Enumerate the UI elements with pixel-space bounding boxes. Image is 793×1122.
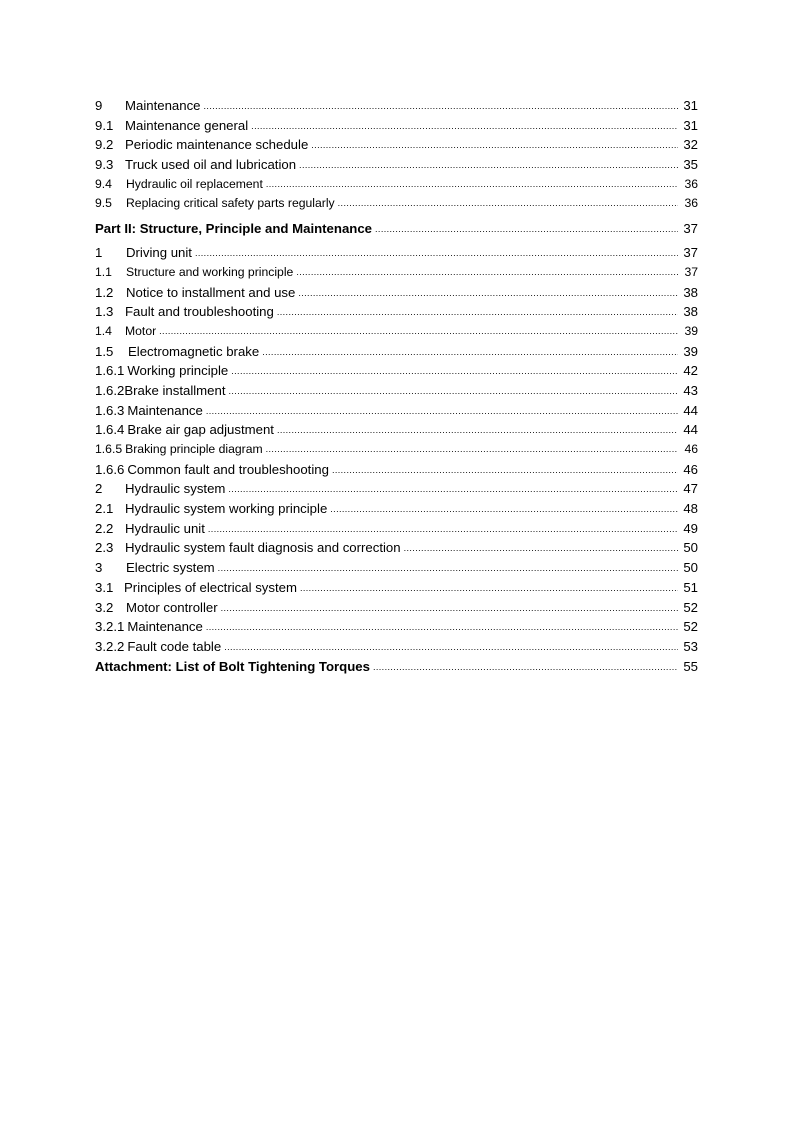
toc-entry-page: 32	[683, 137, 698, 153]
toc-entry-title: Common fault and troubleshooting	[127, 461, 329, 477]
toc-entry-9-5[interactable]	[95, 194, 698, 214]
toc-dot-leader	[266, 175, 678, 195]
toc-entry-page: 46	[683, 461, 698, 477]
toc-entry-title: Brake air gap adjustment	[127, 422, 274, 438]
toc-entry-number: 9.2	[95, 137, 114, 153]
toc-entry-page: 31	[683, 117, 698, 133]
toc-entry-page: 52	[683, 599, 698, 615]
toc-dot-leader	[229, 382, 679, 402]
toc-entry-2-3[interactable]	[95, 538, 698, 558]
toc-entry-number: 1.6.2	[95, 382, 125, 398]
toc-entry-title: Driving unit	[126, 245, 192, 261]
toc-entry-title: Attachment: List of Bolt Tightening Torques	[95, 658, 370, 674]
toc-entry-page: 38	[683, 284, 698, 300]
toc-entry-title: Hydraulic unit	[125, 520, 205, 536]
toc-dot-leader	[204, 97, 678, 117]
toc-entry-page: 37	[683, 221, 698, 237]
toc-entry-number: 1.6.1	[95, 363, 125, 379]
toc-entry-number: 1.5	[95, 343, 114, 359]
toc-entry-title: Hydraulic system working principle	[125, 501, 328, 517]
toc-entry-page: 36	[684, 176, 698, 191]
toc-entry-3-2[interactable]	[95, 598, 698, 618]
toc-entry-title: Maintenance	[127, 619, 203, 635]
toc-dot-leader	[218, 559, 678, 579]
toc-dot-leader	[266, 440, 678, 460]
toc-entry-9-4[interactable]	[95, 175, 698, 195]
toc-dot-leader	[404, 539, 678, 559]
toc-entry-page: 51	[683, 579, 698, 595]
toc-dot-leader	[251, 117, 678, 137]
toc-dot-leader	[208, 520, 678, 540]
toc-entry-title: Structure and working principle	[126, 264, 294, 279]
toc-dot-leader	[375, 215, 678, 244]
toc-entry-title: Maintenance	[125, 98, 201, 113]
toc-entry-page: 44	[683, 422, 698, 438]
toc-dot-leader	[311, 136, 678, 156]
toc-entry-1-3[interactable]	[95, 302, 698, 322]
toc-entry-page: 55	[683, 658, 698, 674]
toc-entry-page: 44	[683, 402, 698, 418]
toc-entry-1-5[interactable]	[95, 342, 698, 362]
toc-dot-leader	[231, 362, 678, 382]
toc-entry-2[interactable]	[95, 479, 698, 499]
toc-entry-1-6-6[interactable]	[95, 460, 698, 480]
toc-entry-title: Motor	[125, 323, 157, 338]
toc-entry-title: Principles of electrical system	[124, 579, 297, 595]
toc-entry-page: 43	[683, 382, 698, 398]
toc-entry-page: 50	[683, 540, 698, 556]
toc-entry-number: 9.5	[95, 196, 112, 211]
toc-entry-number: 9.1	[95, 117, 114, 133]
toc-entry-number: 9.4	[95, 176, 112, 191]
toc-entry-title: Fault code table	[127, 638, 222, 654]
toc-dot-leader	[373, 658, 678, 678]
toc-dot-leader	[298, 284, 678, 304]
toc-entry-9[interactable]	[95, 96, 698, 116]
toc-dot-leader	[206, 618, 678, 638]
toc-dot-leader	[300, 579, 678, 599]
toc-dot-leader	[224, 638, 678, 658]
toc-entry-part-2[interactable]	[95, 214, 698, 243]
toc-entry-title: Brake installment	[124, 382, 226, 398]
toc-entry-title: Notice to installment and use	[126, 284, 296, 300]
toc-entry-page: 46	[684, 442, 698, 456]
toc-dot-leader	[332, 461, 678, 481]
toc-entry-number: 3.2.1	[95, 619, 125, 635]
toc-entry-title: Working principle	[127, 363, 229, 379]
toc-entry-page: 39	[683, 343, 698, 359]
toc-entry-number: 3.2	[95, 599, 114, 615]
toc-entry-page: 39	[684, 323, 698, 338]
toc-entry-page: 37	[683, 245, 698, 261]
toc-entry-2-1[interactable]	[95, 499, 698, 519]
toc-dot-leader	[277, 421, 678, 441]
toc-entry-1-6-1[interactable]	[95, 361, 698, 381]
toc-entry-title: Electromagnetic brake	[128, 343, 260, 359]
toc-entry-title: Motor controller	[126, 599, 218, 615]
toc-entry-page: 35	[683, 157, 698, 173]
toc-entry-1-4[interactable]	[95, 322, 698, 342]
toc-entry-page: 47	[683, 481, 698, 497]
toc-entry-3-1[interactable]	[95, 578, 698, 598]
toc-entry-number: 3.1	[95, 579, 114, 595]
toc-entry-title: Braking principle diagram	[125, 442, 263, 456]
toc-dot-leader	[296, 263, 678, 283]
toc-entry-9-1[interactable]	[95, 116, 698, 136]
toc-entry-number: 9	[95, 98, 103, 113]
toc-dot-leader	[228, 480, 678, 500]
toc-entry-number: 1.2	[95, 284, 114, 300]
toc-dot-leader	[299, 156, 678, 176]
toc-entry-1-6-5[interactable]	[95, 440, 698, 460]
toc-dot-leader	[330, 500, 678, 520]
toc-entry-page: 48	[683, 501, 698, 517]
table-of-contents	[95, 96, 698, 676]
toc-entry-page: 36	[684, 196, 698, 211]
toc-entry-number: 1.3	[95, 304, 114, 320]
toc-entry-number: 1.6.6	[95, 461, 125, 477]
toc-entry-number: 1.6.4	[95, 422, 125, 438]
toc-entry-3-2-2[interactable]	[95, 637, 698, 657]
toc-entry-2-2[interactable]	[95, 519, 698, 539]
toc-dot-leader	[338, 194, 678, 214]
toc-entry-title: Hydraulic system	[125, 481, 226, 497]
toc-entry-page: 52	[683, 619, 698, 635]
toc-entry-number: 3.2.2	[95, 638, 125, 654]
toc-entry-number: 2.2	[95, 520, 114, 536]
toc-entry-number: 1.1	[95, 264, 112, 279]
toc-dot-leader	[221, 599, 678, 619]
toc-entry-9-2[interactable]	[95, 135, 698, 155]
toc-entry-page: 42	[683, 363, 698, 379]
toc-entry-attachment[interactable]	[95, 657, 698, 677]
toc-entry-number: 1	[95, 245, 103, 261]
toc-entry-page: 53	[683, 638, 698, 654]
toc-entry-page: 49	[683, 520, 698, 536]
toc-entry-3-2-1[interactable]	[95, 617, 698, 637]
toc-entry-3[interactable]	[95, 558, 698, 578]
toc-entry-title: Truck used oil and lubrication	[125, 157, 297, 173]
toc-entry-title: Periodic maintenance schedule	[125, 137, 309, 153]
toc-entry-title: Electric system	[126, 560, 215, 576]
toc-entry-1-1[interactable]	[95, 263, 698, 283]
toc-entry-title: Replacing critical safety parts regularly	[126, 196, 335, 211]
toc-entry-1[interactable]	[95, 243, 698, 263]
toc-entry-number: 3	[95, 560, 103, 576]
toc-entry-title: Part II: Structure, Principle and Maintenance	[95, 221, 373, 237]
toc-entry-number: 1.4	[95, 323, 112, 338]
toc-entry-page: 50	[683, 560, 698, 576]
toc-entry-number: 2.1	[95, 501, 114, 517]
toc-entry-number: 9.3	[95, 157, 114, 173]
toc-entry-number: 2.3	[95, 540, 114, 556]
toc-entry-1-6-4[interactable]	[95, 420, 698, 440]
toc-entry-number: 1.6.3	[95, 402, 125, 418]
toc-entry-number: 1.6.5	[95, 442, 123, 456]
toc-dot-leader	[159, 322, 678, 342]
toc-dot-leader	[262, 343, 678, 363]
toc-entry-1-2[interactable]	[95, 283, 698, 303]
toc-entry-title: Maintenance	[127, 402, 203, 418]
toc-entry-9-3[interactable]	[95, 155, 698, 175]
toc-entry-title: Maintenance general	[125, 117, 249, 133]
toc-entry-title: Hydraulic oil replacement	[126, 176, 263, 191]
toc-dot-leader	[277, 303, 678, 323]
toc-entry-1-6-2[interactable]	[95, 381, 698, 401]
toc-entry-page: 37	[684, 264, 698, 279]
toc-entry-title: Hydraulic system fault diagnosis and correction	[125, 540, 401, 556]
toc-entry-number: 2	[95, 481, 103, 497]
toc-entry-title: Fault and troubleshooting	[125, 304, 274, 320]
toc-dot-leader	[195, 244, 678, 264]
toc-dot-leader	[206, 402, 678, 422]
toc-entry-1-6-3[interactable]	[95, 401, 698, 421]
toc-entry-page: 38	[683, 304, 698, 320]
toc-entry-page: 31	[683, 98, 698, 113]
